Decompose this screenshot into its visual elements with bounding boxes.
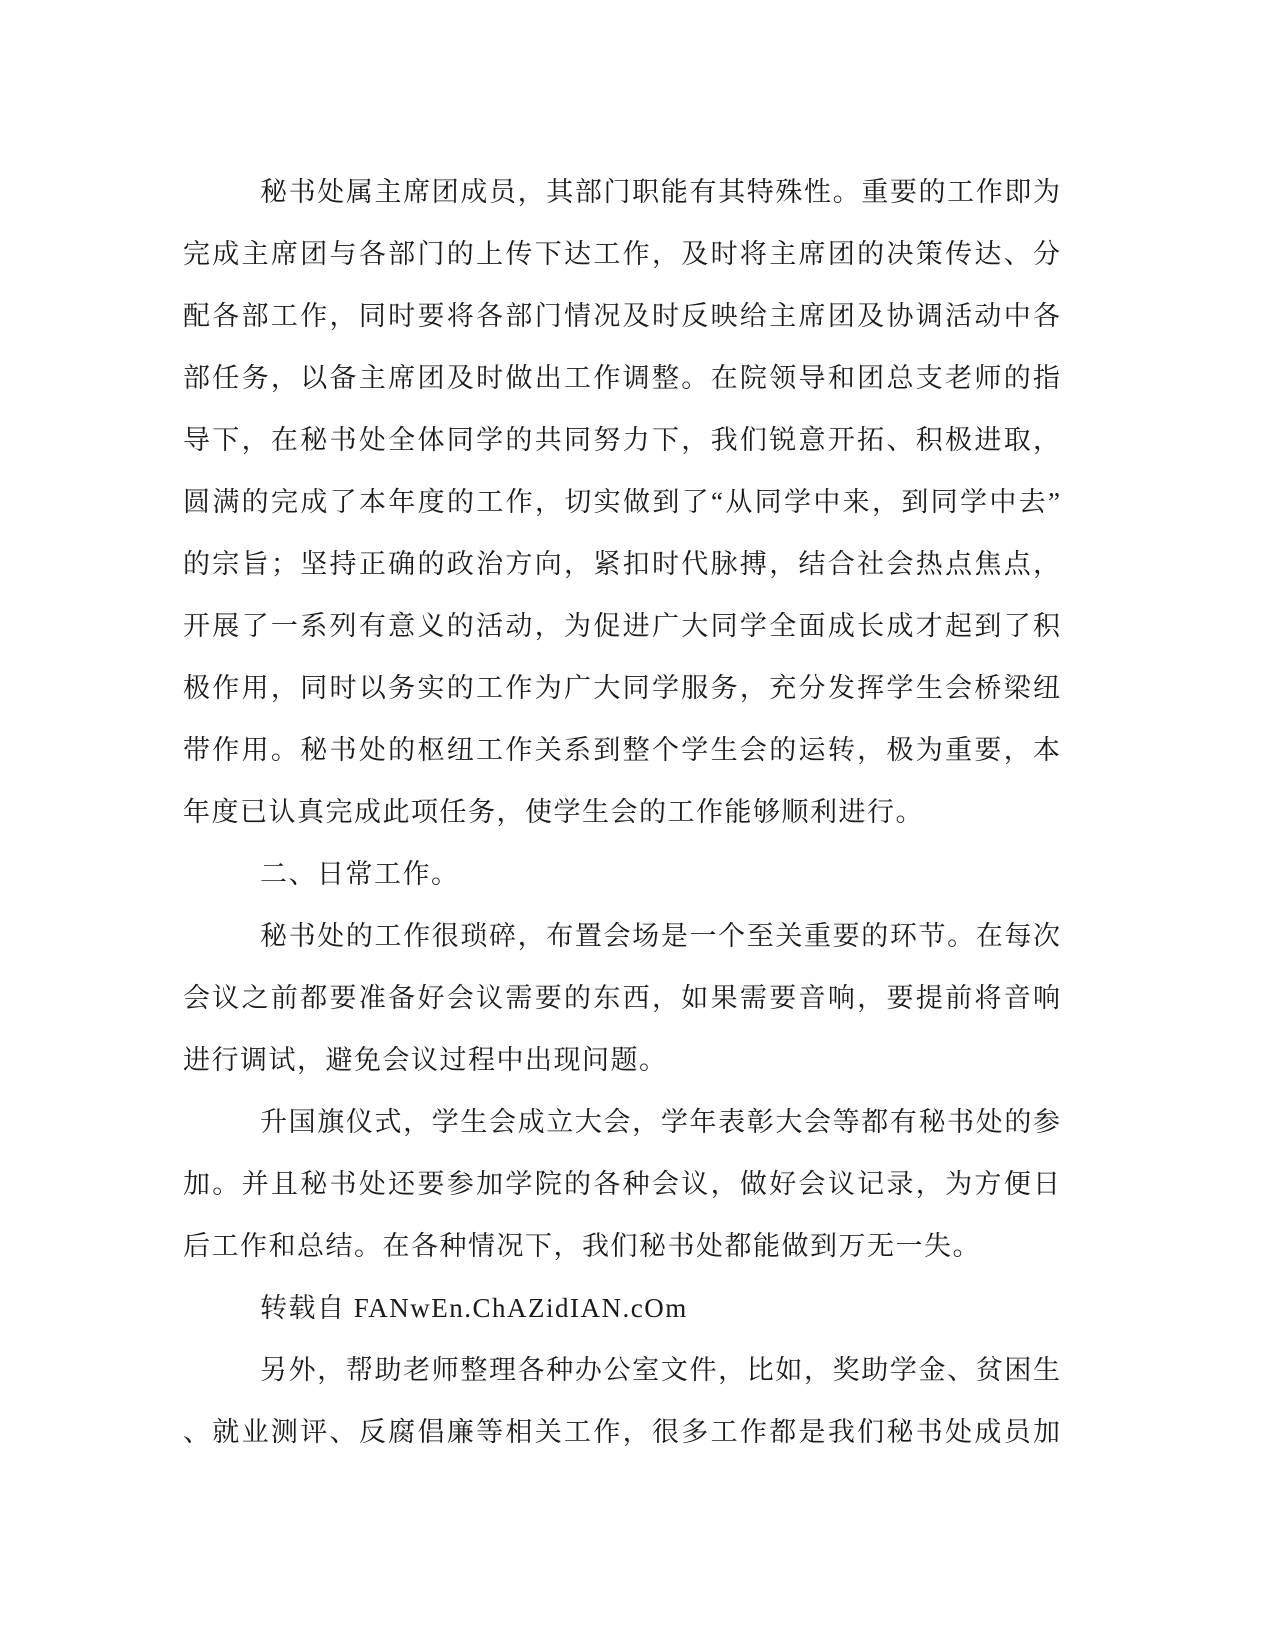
text-line: 后工作和总结。在各种情况下，我们秘书处都能做到万无一失。 (183, 1231, 981, 1261)
text-line: 完成主席团与各部门的上传下达工作，及时将主席团的决策传达、分 (183, 239, 1060, 269)
attribution-line: 转载自 FANwEn.ChAZidIAN.cOm (260, 1293, 688, 1323)
text-line: 升国旗仪式，学生会成立大会，学年表彰大会等都有秘书处的参 (260, 1107, 1060, 1137)
text-line: 另外，帮助老师整理各种办公室文件，比如，奖助学金、贫困生 (260, 1355, 1060, 1385)
text-line: 秘书处属主席团成员，其部门职能有其特殊性。重要的工作即为 (260, 177, 1060, 207)
text-line: 年度已认真完成此项任务，使学生会的工作能够顺利进行。 (183, 797, 924, 827)
text-line: 进行调试，避免会议过程中出现问题。 (183, 1045, 668, 1075)
text-line: 圆满的完成了本年度的工作，切实做到了“从同学中来，到同学中去” (183, 487, 1060, 517)
text-line: 加。并且秘书处还要参加学院的各种会议，做好会议记录，为方便日 (183, 1169, 1060, 1199)
text-line: 开展了一系列有意义的活动，为促进广大同学全面成长成才起到了积 (183, 611, 1060, 641)
document-text-block (183, 161, 1060, 1463)
text-line: 导下，在秘书处全体同学的共同努力下，我们锐意开拓、积极进取， (183, 425, 1060, 455)
text-line: 、就业测评、反腐倡廉等相关工作，很多工作都是我们秘书处成员加 (183, 1417, 1060, 1447)
text-line: 部任务，以备主席团及时做出工作调整。在院领导和团总支老师的指 (183, 363, 1060, 393)
text-line: 秘书处的工作很琐碎，布置会场是一个至关重要的环节。在每次 (260, 921, 1060, 951)
text-line: 极作用，同时以务实的工作为广大同学服务，充分发挥学生会桥梁纽 (183, 673, 1060, 703)
text-line: 配各部工作，同时要将各部门情况及时反映给主席团及协调活动中各 (183, 301, 1060, 331)
section-heading: 二、日常工作。 (260, 859, 460, 889)
text-line: 带作用。秘书处的枢纽工作关系到整个学生会的运转，极为重要，本 (183, 735, 1060, 765)
text-line: 会议之前都要准备好会议需要的东西，如果需要音响，要提前将音响 (183, 983, 1060, 1013)
text-line: 的宗旨；坚持正确的政治方向，紧扣时代脉搏，结合社会热点焦点， (183, 549, 1060, 579)
